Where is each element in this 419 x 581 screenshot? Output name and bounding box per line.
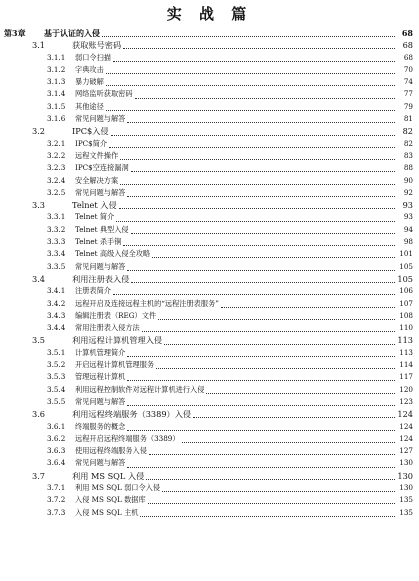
entry-title: 入侵 MS SQL 数据库 [75,495,146,505]
subsection-entry[interactable] [0,347,419,359]
page-number: 124 [399,433,413,443]
dot-leader [106,78,395,86]
entry-title: 其他途径 [75,101,104,111]
page-number: 127 [399,446,413,456]
entry-number: 3.5.4 [47,384,66,394]
section-entry[interactable] [0,334,419,346]
dot-leader [142,324,395,332]
entry-number: 3.1.3 [47,77,66,87]
subsection-entry[interactable] [0,138,419,150]
page-number: 120 [399,384,413,394]
table-of-contents [0,27,419,519]
subsection-entry[interactable] [0,371,419,383]
chapter-entry[interactable] [0,27,419,39]
entry-number: 3.5.2 [47,360,66,370]
entry-number: 3.6.1 [47,421,66,431]
entry-title: 常见问题与解答 [75,114,126,124]
subsection-entry[interactable] [0,150,419,162]
subsection-entry[interactable] [0,261,419,273]
entry-title: IPC$空连接漏洞 [75,163,129,173]
entry-title: 终端服务的概念 [75,421,126,431]
page-number: 74 [403,77,413,87]
subsection-entry[interactable] [0,396,419,408]
entry-title: 利用 MS SQL 弱口令入侵 [75,482,161,492]
entry-title: 网络监听获取密码 [75,89,133,99]
entry-number: 3.2.4 [47,175,66,185]
page-number: 105 [399,261,413,271]
page-number: 130 [397,470,413,481]
entry-number: 3.3.3 [47,237,66,247]
subsection-entry[interactable] [0,507,419,519]
entry-title: 安全解决方案 [75,175,119,185]
page-number: 68 [401,28,413,38]
entry-title: 计算机管理简介 [75,347,126,357]
page-number: 81 [403,114,413,124]
dot-leader [127,115,395,123]
dot-leader [193,410,395,418]
dot-leader [131,226,395,234]
page-number: 82 [402,126,413,137]
entry-title: Telnet 简介 [75,212,115,222]
dot-leader [135,91,395,99]
subsection-entry[interactable] [0,52,419,64]
dot-leader [127,398,395,406]
entry-number: 3.3.5 [47,261,66,271]
page-number: 113 [397,335,413,346]
dot-leader [109,140,395,148]
subsection-entry[interactable] [0,482,419,494]
entry-number: 3.4.1 [47,286,66,296]
page-number: 114 [399,360,413,370]
subsection-entry[interactable] [0,494,419,506]
entry-title: 利用注册表入侵 [72,273,130,284]
subsection-entry[interactable] [0,322,419,334]
entry-title: 字典攻击 [75,64,104,74]
subsection-entry[interactable] [0,285,419,297]
entry-number: 3.4 [32,273,46,284]
page-number: 98 [403,237,413,247]
section-entry[interactable] [0,39,419,51]
page-number: 110 [399,323,413,333]
subsection-entry[interactable] [0,162,419,174]
entry-number: 3.7.2 [47,495,66,505]
dot-leader [123,41,395,49]
entry-number: 3.1.6 [47,114,66,124]
entry-title: 远程文件操作 [75,150,119,160]
dot-leader [146,472,395,480]
dot-leader [148,496,395,504]
entry-title: IPC$简介 [75,138,108,148]
entry-title: 弱口令扫描 [75,52,111,62]
entry-number: 3.3.2 [47,224,66,234]
entry-title: 注册表简介 [75,286,111,296]
dot-leader [111,128,395,136]
dot-leader [152,250,395,258]
entry-number: 3.1.5 [47,101,66,111]
dot-leader [140,509,395,517]
entry-number: 3.6.4 [47,458,66,468]
page-number: 113 [399,347,413,357]
page-number: 101 [399,249,413,259]
entry-number: 3.5.1 [47,347,66,357]
subsection-entry[interactable] [0,359,419,371]
entry-number: 3.7 [32,470,46,481]
entry-number: 3.3 [32,200,46,211]
dot-leader [113,54,395,62]
subsection-entry[interactable] [0,113,419,125]
page-number: 68 [403,52,413,62]
subsection-entry[interactable] [0,187,419,199]
entry-title: 入侵 MS SQL 主机 [75,507,139,517]
subsection-entry[interactable] [0,248,419,260]
entry-number: 3.3.1 [47,212,66,222]
entry-title: 管理远程计算机 [75,372,126,382]
entry-number: 3.5.3 [47,372,66,382]
dot-leader [158,312,395,320]
section-entry[interactable] [0,470,419,482]
page-number: 117 [399,372,413,382]
chapter-number: 第3章 [4,28,26,38]
page-number: 123 [399,396,413,406]
entry-number: 3.4.3 [47,310,66,320]
entry-title: 远程开启远程终端服务（3389） [75,433,180,443]
entry-title: 常用注册表入侵方法 [75,323,140,333]
dot-leader [162,484,395,492]
dot-leader [106,103,395,111]
subsection-entry[interactable] [0,433,419,445]
entry-title: Telnet 杀手锏 [75,237,122,247]
dot-leader [123,238,395,246]
entry-title: Telnet 高级入侵全攻略 [75,249,151,259]
entry-number: 3.6.3 [47,446,66,456]
entry-number: 3.2.5 [47,187,66,197]
entry-title: 使用远程终端服务入侵 [75,446,147,456]
entry-number: 3.2.3 [47,163,66,173]
section-entry[interactable] [0,199,419,211]
subsection-entry[interactable] [0,457,419,469]
page-number: 77 [403,89,413,99]
entry-number: 3.2 [32,126,46,137]
entry-title: 常见问题与解答 [75,396,126,406]
entry-title: IPC$入侵 [72,126,109,137]
entry-number: 3.4.4 [47,323,66,333]
page-number: 70 [403,64,413,74]
subsection-entry[interactable] [0,421,419,433]
page-number: 79 [403,101,413,111]
dot-leader [106,66,395,74]
subsection-entry[interactable] [0,88,419,100]
entry-number: 3.6.2 [47,433,66,443]
entry-title: 常见问题与解答 [75,261,126,271]
dot-leader [127,460,395,468]
entry-title: 暴力破解 [75,77,104,87]
dot-leader [127,423,395,431]
subsection-entry[interactable] [0,101,419,113]
entry-title: 利用远程控制软件对远程计算机进行入侵 [75,384,205,394]
entry-number: 3.1.4 [47,89,66,99]
page-number: 82 [403,138,413,148]
page-number: 124 [399,421,413,431]
part-heading: 实 战 篇 [166,5,253,23]
dot-leader [127,263,395,271]
dot-leader [156,361,395,369]
page-number: 135 [399,495,413,505]
dot-leader [127,189,395,197]
entry-number: 3.7.3 [47,507,66,517]
entry-number: 3.2.1 [47,138,66,148]
dot-leader [119,201,395,209]
page-number: 83 [403,150,413,160]
subsection-entry[interactable] [0,224,419,236]
page-number: 94 [403,224,413,234]
page-number: 106 [399,286,413,296]
entry-number: 3.3.4 [47,249,66,259]
page-number: 93 [402,200,413,211]
entry-number: 3.6 [32,409,46,420]
dot-leader [131,275,395,283]
subsection-entry[interactable] [0,310,419,322]
page-number: 90 [403,175,413,185]
page-number: 130 [399,458,413,468]
page-number: 107 [399,298,413,308]
dot-leader [116,214,395,222]
dot-leader [206,386,395,394]
dot-leader [127,349,395,357]
entry-number: 3.5.5 [47,396,66,406]
page-number: 108 [399,310,413,320]
dot-leader [131,164,395,172]
entry-title: Telnet 典型入侵 [75,224,129,234]
entry-title: 利用 MS SQL 入侵 [72,470,145,481]
page-number: 124 [397,409,413,420]
entry-number: 3.5 [32,335,46,346]
entry-number: 3.1 [32,40,46,51]
chapter-title: 基于认证的入侵 [44,28,100,38]
dot-leader [221,300,395,308]
page-number: 135 [399,507,413,517]
entry-title: 开启远程计算机管理服务 [75,360,155,370]
entry-title: Telnet 入侵 [72,200,117,211]
entry-title: 利用远程计算机管理入侵 [72,335,163,346]
dot-leader [120,152,395,160]
page-number: 105 [397,273,413,284]
entry-number: 3.2.2 [47,150,66,160]
subsection-entry[interactable] [0,298,419,310]
dot-leader [127,373,395,381]
entry-title: 获取账号密码 [72,40,122,51]
page-number: 68 [402,40,413,51]
entry-number: 3.1.1 [47,52,66,62]
page-number: 93 [403,212,413,222]
entry-number: 3.7.1 [47,482,66,492]
entry-title: 利用远程终端服务（3389）入侵 [72,409,192,420]
section-entry[interactable] [0,273,419,285]
entry-title: 常见问题与解答 [75,187,126,197]
section-entry[interactable] [0,125,419,137]
entry-title: 远程开启及连接远程主机的“远程注册表服务” [75,298,219,308]
subsection-entry[interactable] [0,64,419,76]
dot-leader [164,337,395,345]
dot-leader [149,447,395,455]
subsection-entry[interactable] [0,76,419,88]
subsection-entry[interactable] [0,445,419,457]
page-number: 88 [403,163,413,173]
subsection-entry[interactable] [0,384,419,396]
subsection-entry[interactable] [0,211,419,223]
page-number: 130 [399,482,413,492]
dot-leader [113,287,395,295]
subsection-entry[interactable] [0,175,419,187]
entry-title: 编辑注册表（REG）文件 [75,310,157,320]
entry-title: 常见问题与解答 [75,458,126,468]
entry-number: 3.1.2 [47,64,66,74]
entry-number: 3.4.2 [47,298,66,308]
page-number: 92 [403,187,413,197]
dot-leader [182,435,395,443]
dot-leader [120,177,395,185]
section-entry[interactable] [0,408,419,420]
subsection-entry[interactable] [0,236,419,248]
dot-leader [102,29,395,37]
